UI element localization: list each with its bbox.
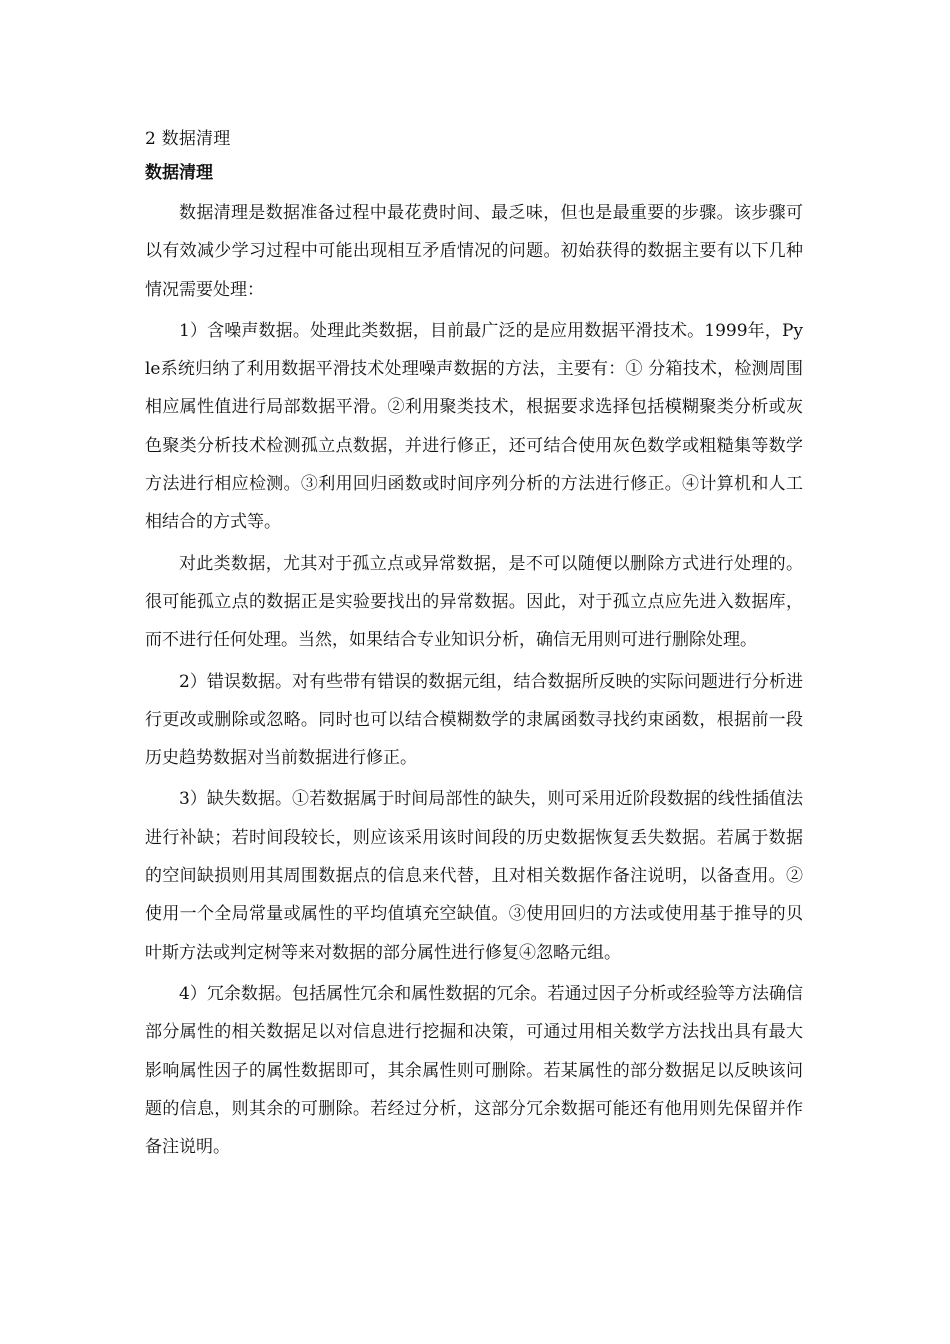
paragraph-outliers: 对此类数据，尤其对于孤立点或异常数据，是不可以随便以删除方式进行处理的。很可能孤立点的数据正是实验要找出的异常数据。因此，对于孤立点应先进入数据库，而不进行任何处理。当然，如果结合专业知识分析，确信无用则可进行删除处理。 xyxy=(145,553,803,651)
paragraph-noisy-data: 1）含噪声数据。处理此类数据，目前最广泛的是应用数据平滑技术。1999年，Pyle系统归纳了利用数据平滑技术处理噪声数据的方法，主要有：① 分箱技术，检测周围相应属性值进行局部数据平滑。②利用聚类技术，根据要求选择包括模糊聚类分析或灰色聚类分析技术检测孤立点数据，并进行修正，还可结合使用灰色数学或粗糙集等数学方法进行相应检测。③利用回归函数或时间序列分析的方法进行修正。④计算机和人工相结合的方式等。 xyxy=(145,320,803,533)
section-number: 2 数据清理 xyxy=(145,129,231,149)
paragraph-redundant-data: 4）冗余数据。包括属性冗余和属性数据的冗余。若通过因子分析或经验等方法确信部分属性的相关数据足以对信息进行挖掘和决策，可通过用相关数学方法找出具有最大影响属性因子的属性数据即可，其余属性则可删除。若某属性的部分数据足以反映该问题的信息，则其余的可删除。若经过分析，这部分冗余数据可能还有他用则先保留并作备注说明。 xyxy=(145,983,803,1158)
section-heading: 数据清理 xyxy=(145,163,213,183)
document-body xyxy=(145,122,803,1169)
paragraph-missing-data: 3）缺失数据。①若数据属于时间局部性的缺失，则可采用近阶段数据的线性插值法进行补缺；若时间段较长，则应该采用该时间段的历史数据恢复丢失数据。若属于数据的空间缺损则用其周围数据点的信息来代替，且对相关数据作备注说明，以备查用。②使用一个全局常量或属性的平均值填充空缺值。③使用回归的方法或使用基于推导的贝叶斯方法或判定树等来对数据的部分属性进行修复④忽略元组。 xyxy=(145,789,803,963)
paragraph-intro: 数据清理是数据准备过程中最花费时间、最乏味，但也是最重要的步骤。该步骤可以有效减少学习过程中可能出现相互矛盾情况的问题。初始获得的数据主要有以下几种情况需要处理： xyxy=(145,203,803,300)
paragraph-error-data: 2）错误数据。对有些带有错误的数据元组，结合数据所反映的实际问题进行分析进行更改或删除或忽略。同时也可以结合模糊数学的隶属函数寻找约束函数，根据前一段历史趋势数据对当前数据进行修正。 xyxy=(145,671,803,769)
